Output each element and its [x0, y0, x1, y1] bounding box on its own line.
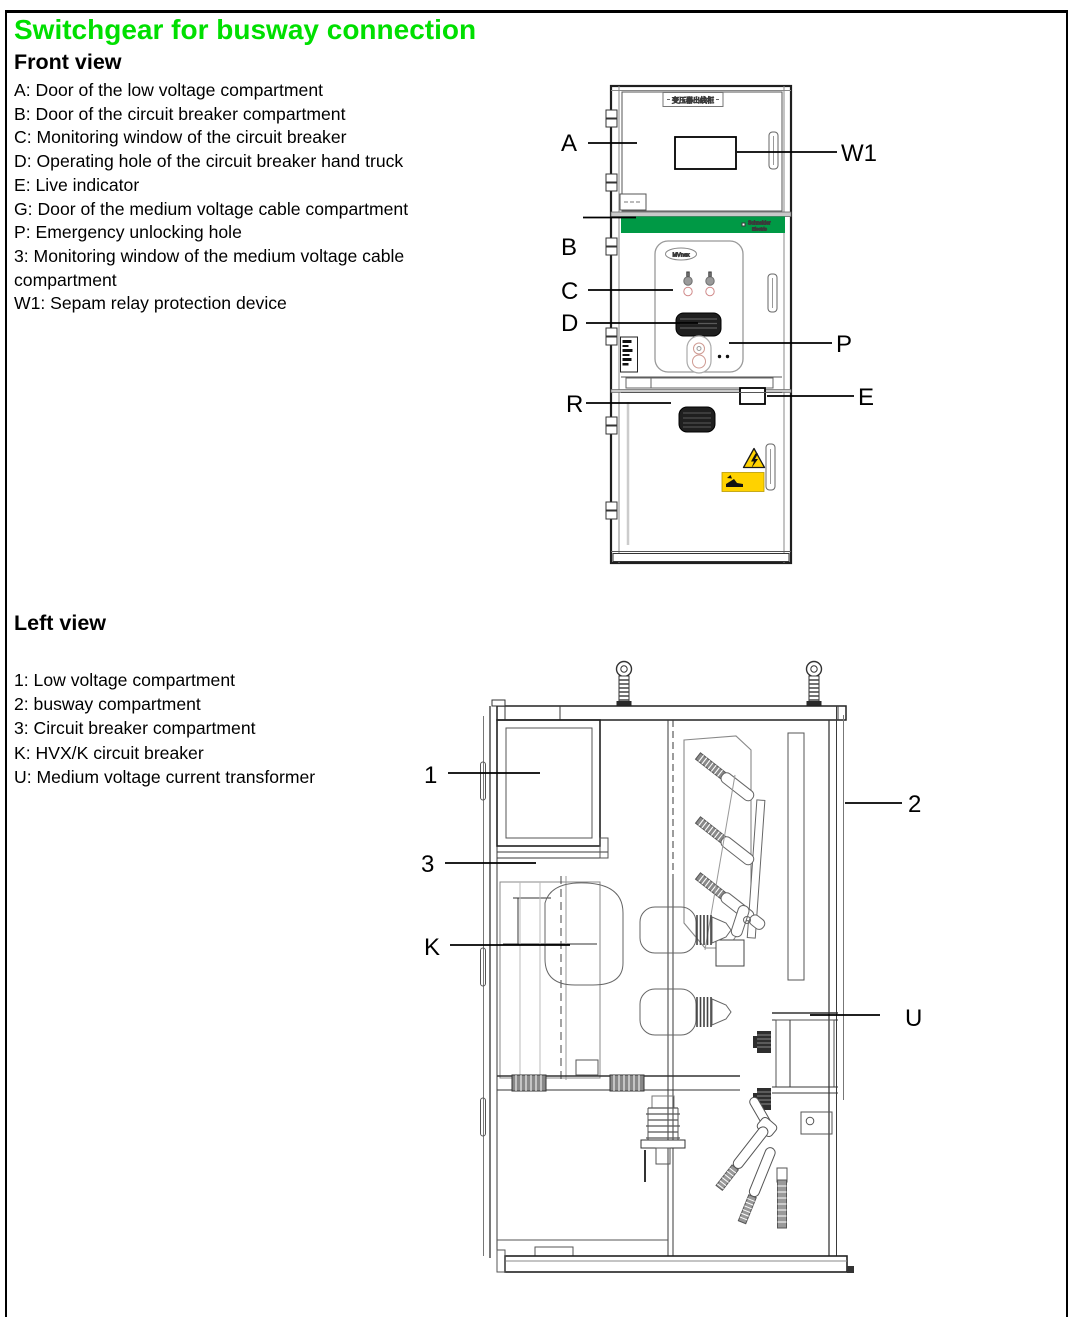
left-cabinet — [481, 662, 855, 1274]
crush-warning-sticker — [722, 473, 764, 492]
live-indicator-e — [740, 388, 765, 404]
cables — [715, 1096, 787, 1228]
rating-sticker — [621, 337, 638, 372]
label-p: P — [836, 331, 853, 358]
nameplate-text: 变压器出线柜 — [672, 97, 714, 105]
legend-item: A: Door of the low voltage compartment — [14, 80, 324, 100]
legend-item: 3: Circuit breaker compartment — [14, 718, 256, 739]
label-e: E — [858, 384, 875, 411]
circuit-breaker — [497, 876, 740, 1091]
label-3: 3 — [421, 851, 435, 878]
sepam-relay-w1 — [675, 137, 736, 169]
truck-roller — [512, 1075, 546, 1091]
lifting-eye — [617, 662, 632, 708]
busway-compartment — [684, 733, 804, 980]
label-r: R — [566, 391, 584, 418]
page-title: Switchgear for busway connection — [14, 14, 477, 45]
left-view-diagram — [415, 648, 1025, 1308]
label-1: 1 — [424, 762, 438, 789]
legend-item: E: Live indicator — [14, 174, 140, 195]
label-u: U — [905, 1005, 923, 1032]
label-c: C — [561, 278, 579, 305]
base-rail — [497, 1250, 854, 1273]
brand-text-2: Electric — [752, 226, 767, 232]
legend-item: C: Monitoring window of the circuit breaker — [14, 127, 347, 148]
busbar — [695, 816, 756, 867]
legend-item: D: Operating hole of the circuit breaker hand truck — [14, 151, 404, 172]
legend-item: W1: Sepam relay protection device — [14, 293, 287, 314]
legend-item: 2: busway compartment — [14, 694, 201, 715]
front-view-heading: Front view — [14, 50, 122, 74]
left-view-heading: Left view — [14, 611, 106, 635]
label-b: B — [561, 234, 578, 261]
door-a-handle — [769, 132, 778, 169]
brand-text-1: Schneider — [748, 220, 771, 227]
lower-right-handle — [766, 444, 775, 490]
operating-hole-d — [676, 313, 721, 336]
label-a: A — [561, 130, 578, 157]
legend-item: 1: Low voltage compartment — [14, 670, 236, 690]
door-b-handle — [768, 274, 777, 312]
nameplate — [663, 93, 723, 107]
lifting-eye — [807, 662, 822, 708]
label-d: D — [561, 310, 579, 337]
truck-roller — [610, 1075, 644, 1091]
front-view-legend — [14, 79, 500, 316]
label-w1: W1 — [841, 140, 877, 167]
legend-item: U: Medium voltage current transformer — [14, 766, 316, 787]
front-view-diagram — [555, 80, 890, 570]
lower-door-handle — [679, 407, 715, 432]
lv-compartment — [497, 720, 608, 858]
legend-item: 3: Monitoring window of the medium voltage cable compartment — [14, 245, 405, 290]
brand-band — [621, 217, 785, 234]
label-2: 2 — [908, 791, 922, 818]
ct-terminal — [753, 1031, 771, 1053]
breaker-pole — [640, 989, 731, 1035]
label-k: K — [424, 934, 441, 961]
legend-item: G: Door of the medium voltage cable compartment — [14, 198, 409, 219]
busbar — [695, 752, 756, 803]
bellows — [641, 1096, 685, 1182]
svg-text:MVnex: MVnex — [672, 252, 690, 259]
legend-item: P: Emergency unlocking hole — [14, 222, 242, 243]
cable-conductor — [778, 1180, 787, 1228]
legend-item: B: Door of the circuit breaker compartment — [14, 103, 346, 124]
legend-item: K: HVX/K circuit breaker — [14, 742, 204, 763]
front-cabinet — [606, 86, 791, 563]
